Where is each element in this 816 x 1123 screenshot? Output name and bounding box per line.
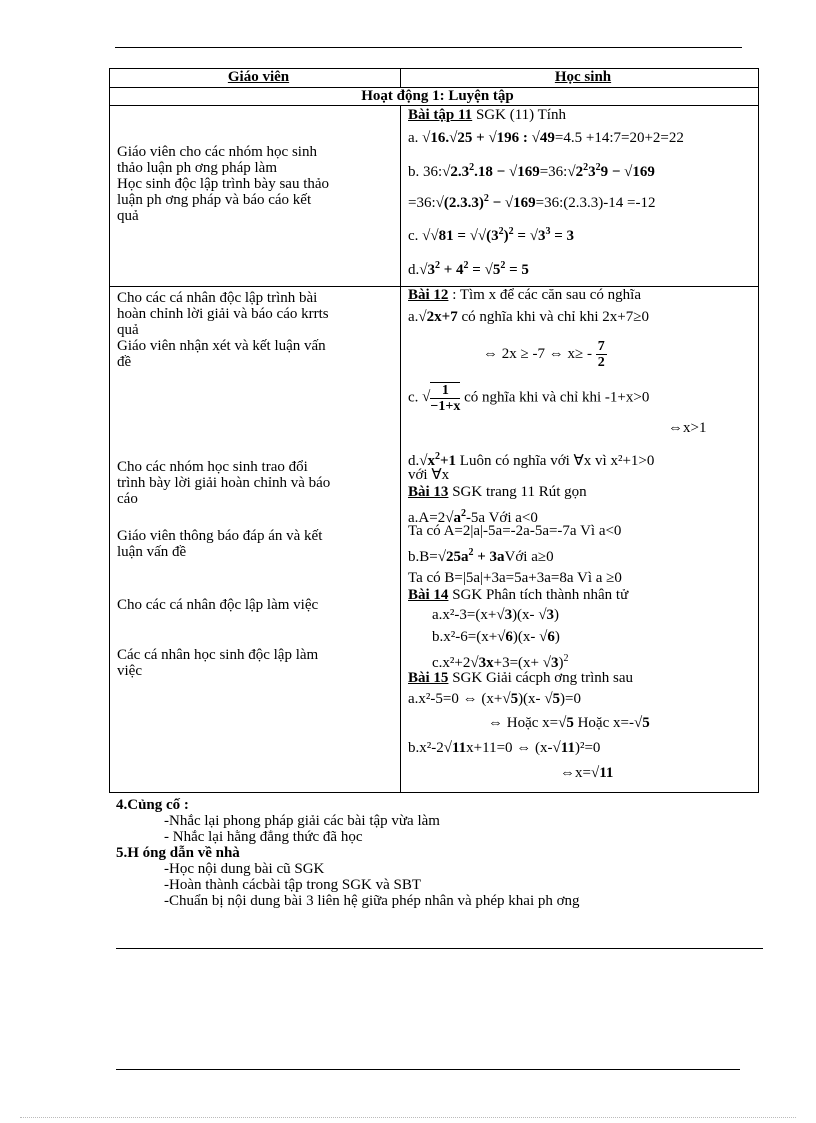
exercise-12-c-step: ⇔x>1 — [668, 420, 707, 436]
exercise-15-subtitle: SGK Giải cácph ơng trình sau — [448, 670, 634, 686]
teacher-note-4: Cho các cá nhân độc lập làm việc — [117, 597, 319, 613]
section-5-item: -Học nội dung bài cũ SGK — [164, 861, 325, 877]
exercise-11-d: $d.√3^2 + 4^2 = √5^2 = 5$ — [408, 260, 529, 278]
top-rule — [115, 47, 742, 48]
exercise-12-d-2: với ∀x — [408, 467, 450, 483]
exercise-13-a: $a.A=2√a^2-5a$ Với a<0 — [408, 508, 538, 526]
rule-2 — [116, 948, 763, 949]
student-cell-2 — [401, 287, 759, 793]
exercise-12-a: a.√2x+7 có nghĩa khi và chỉ khi 2x+7≥0 — [408, 309, 649, 325]
page-edge — [20, 1117, 796, 1118]
exercise-13-title: Bài 13 — [408, 484, 449, 500]
lesson-table — [109, 68, 759, 793]
exercise-13-b: $b.B=√25a^2$ + 3aVới a≥0 — [408, 547, 554, 565]
section-4-title: 4.Củng cố : — [116, 797, 189, 813]
teacher-note-1: Cho các cá nhân độc lập trình bài hoàn chỉnh lời giải và báo cáo krrts quả Giáo viên nhận xét và kết luận vấn đề — [117, 290, 329, 370]
section-4-item: - Nhắc lại hằng đẳng thức đã học — [164, 829, 363, 845]
exercise-14-b: b.x²-6=(x+√6)(x- √6) — [432, 629, 560, 645]
exercise-14-subtitle: SGK Phân tích thành nhân tử — [448, 587, 629, 603]
exercise-13-b-3: Ta có B=|5a|+3a=5a+3a=8a Vì a ≥0 — [408, 570, 622, 586]
teacher-cell-1 — [110, 106, 401, 287]
exercise-11-title: Bài tập 11 — [408, 107, 473, 123]
exercise-12-c: c. √ $\frac{1}{-1+x}$ có nghĩa khi và chỉ khi -1+x>0 — [408, 383, 650, 414]
teacher-note-5: Các cá nhân học sinh độc lập làm việc — [117, 647, 319, 679]
exercise-11-row — [110, 106, 759, 287]
teacher-cell-2 — [110, 287, 401, 793]
activity-title-row — [110, 88, 759, 106]
exercise-11-c: c. $√√81 = √√(3^2)^2 = √3^3 = 3$ — [408, 226, 574, 244]
exercise-13-a-3: Ta có A=2|a|-5a=-2a-5a=-7a Vì a<0 — [408, 523, 622, 539]
activity-title: Hoạt động 1: Luyện tập — [110, 88, 759, 106]
section-5-item: -Hoàn thành cácbài tập trong SGK và SBT — [164, 877, 422, 893]
table-header-row — [110, 69, 759, 88]
exercise-15-title: Bài 15 — [408, 670, 449, 686]
exercise-15-b-2: ⇔x=√11 — [560, 765, 614, 781]
exercises-12-15-row — [110, 287, 759, 793]
teacher-text: Học sinh độc lập trình bày sau thảo — [117, 176, 330, 192]
exercise-11-subtitle: SGK (11) Tính — [472, 107, 566, 123]
exercise-15-a: a.x²-5=0 ⇔ (x+√5)(x- √5)=0 — [408, 691, 582, 707]
teacher-note-3: Giáo viên thông báo đáp án và kết luận vấn đề — [117, 528, 323, 560]
exercise-11-b2: $=36:√(2.3.3)^2$ − √169=36:(2.3.3)-14 =-12 — [408, 193, 656, 211]
exercise-14-c: $c.x^2+2√3x+3=(x+ √3)^2$ — [432, 653, 569, 671]
exercise-12-title: Bài 12 — [408, 287, 449, 303]
section-4-item: -Nhắc lại phong pháp giải các bài tập vừa làm — [164, 813, 440, 829]
section-5-title: 5.H óng dẫn về nhà — [116, 845, 240, 861]
rule-3 — [116, 1069, 740, 1070]
teacher-text: thảo luận ph ơng pháp làm — [117, 160, 277, 176]
exercise-11-b: b. $36:√2.3^2.18$ − $√169=36:√2^23^29 - √169$ — [408, 162, 655, 180]
teacher-text: luận ph ơng pháp và báo cáo kết — [117, 192, 312, 208]
teacher-note-2: Cho các nhóm học sinh trao đổi trình bày lời giải hoàn chỉnh và báo cáo — [117, 459, 331, 507]
exercise-14-a: a.x²-3=(x+√3)(x- √3) — [432, 607, 560, 623]
teacher-text: Giáo viên cho các nhóm học sinh — [117, 144, 317, 160]
student-cell-1 — [401, 106, 759, 287]
section-5-item: -Chuẩn bị nội dung bài 3 liên hệ giữa phép nhân và phép khai ph ơng — [164, 893, 580, 909]
exercise-13-subtitle: SGK trang 11 Rút gọn — [448, 484, 587, 500]
lesson-footer — [116, 797, 580, 909]
exercise-15-a-2: ⇔ Hoặc x=√5 Hoặc x=-√5 — [488, 715, 650, 731]
exercise-12-a-step: ⇔ 2x ≥ -7 ⇔ x≥ - $\frac{7}{2}$ — [483, 339, 605, 370]
exercise-11-a: a. √16.√25 + √196 : √49=4.5 +14:7=20+2=22 — [408, 130, 684, 146]
exercise-14-title: Bài 14 — [408, 587, 449, 603]
exercise-12-subtitle: : Tìm x để các căn sau có nghĩa — [448, 287, 642, 303]
exercise-12-d: $d.√x^2+1$ Luôn có nghĩa với ∀x vì x²+1>0 — [408, 451, 655, 469]
teacher-text: quả — [117, 208, 139, 224]
student-column-header: Học sinh — [401, 69, 759, 88]
teacher-column-header: Giáo viên — [110, 69, 401, 88]
exercise-15-b: b.x²-2√11x+11=0 ⇔ (x-√11)²=0 — [408, 740, 601, 756]
